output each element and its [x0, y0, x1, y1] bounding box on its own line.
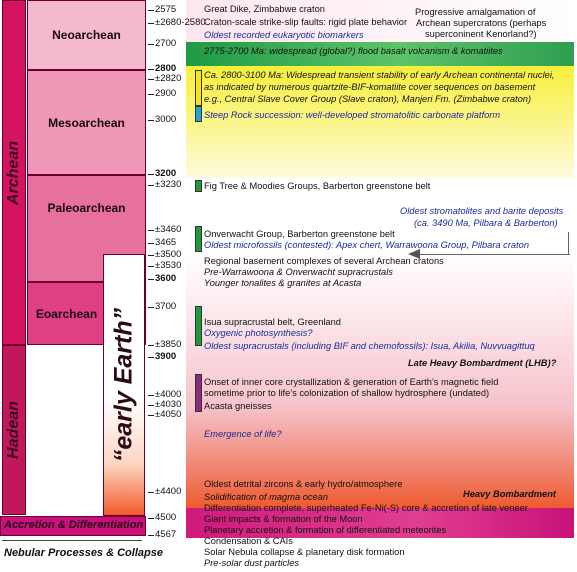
event-pre-solar: Pre-solar dust particles — [204, 558, 300, 568]
event-pre-warrawoona: Pre-Warrawoona & Onverwacht supracrustals — [204, 267, 393, 277]
early-earth-box — [103, 254, 145, 516]
age-label: 3600 — [155, 273, 177, 284]
archean-eon — [2, 0, 26, 345]
age-tick — [148, 174, 154, 175]
blue-bar — [195, 106, 202, 122]
age-tick — [148, 307, 154, 308]
event-acasta-gneisses: Acasta gneisses — [204, 401, 272, 411]
age-label: ±4000 — [155, 389, 182, 400]
age-label: 3700 — [155, 301, 177, 312]
event-supercratons-2: Archean supercratons (perhaps — [416, 18, 547, 28]
event-acasta-tonalites: Younger tonalites & granites at Acasta — [204, 278, 362, 288]
archean-label: Archean — [5, 140, 22, 205]
age-tick — [148, 255, 154, 256]
age-tick — [148, 120, 154, 121]
neoarchean-label: Neoarchean — [52, 28, 121, 42]
age-tick — [148, 44, 154, 45]
age-label: ±3230 — [155, 179, 182, 190]
event-condensation: Condensation & CAIs — [204, 536, 293, 546]
age-label: 3900 — [155, 351, 177, 362]
event-giant-impacts: Giant impacts & formation of the Moon — [204, 514, 363, 524]
mesoarchean-era — [27, 70, 146, 175]
event-stability-1: Ca. 2800-3100 Ma: Widespread transient stability of early Archean continental nuclei, — [204, 70, 555, 80]
age-tick — [148, 266, 154, 267]
age-tick — [148, 279, 154, 280]
event-steep-rock: Steep Rock succession: well-developed stromatolitic carbonate platform — [204, 110, 501, 120]
age-tick — [148, 395, 154, 396]
mesoarchean-label: Mesoarchean — [48, 115, 125, 130]
age-tick — [148, 243, 154, 244]
age-label: 2700 — [155, 38, 177, 49]
event-lhb: Late Heavy Bombardment (LHB)? — [408, 358, 557, 368]
stromatolite-arrow-corner — [568, 232, 569, 254]
event-stromatolites-2: (ca. 3490 Ma, Pilbara & Barberton) — [414, 218, 558, 228]
age-label: 2800 — [155, 63, 177, 74]
event-fig-tree: Fig Tree & Moodies Groups, Barberton greenstone belt — [204, 181, 431, 191]
accretion-label: Accretion & Differentiation — [4, 519, 144, 531]
event-zircons: Oldest detrital zircons & early hydro/atmosphere — [204, 479, 403, 489]
event-supercratons-1: Progressive amalgamation of — [415, 7, 536, 17]
green-bar-isua — [195, 306, 202, 346]
eoarchean-label: Eoarchean — [35, 306, 98, 321]
early-earth-label: “early Earth” — [109, 307, 138, 463]
event-biomarkers: Oldest recorded eukaryotic biomarkers — [204, 30, 364, 40]
event-strike-slip: Craton-scale strike-slip faults: rigid plate behavior — [204, 17, 408, 27]
event-great-dike: Great Dike, Zimbabwe craton — [204, 4, 325, 14]
event-stability-2: as indicated by numerous quartzite-BIF-komatiite cover sequences on basement — [204, 82, 536, 92]
hadean-eon — [2, 345, 26, 515]
age-label: ±3500 — [155, 249, 182, 260]
event-solar-nebula: Solar Nebula collapse & planetary disk formation — [204, 547, 405, 557]
age-label: 3465 — [155, 237, 177, 248]
event-magma-ocean: Solidification of magma ocean — [204, 492, 329, 502]
age-tick — [148, 10, 154, 11]
age-label: 2900 — [155, 88, 177, 99]
event-core-1: Onset of inner core crystallization & generation of Earth’s magnetic field — [204, 377, 499, 387]
age-label: 4567 — [155, 529, 177, 540]
event-stability-3: e.g., Central Slave Cover Group (Slave craton), Manjeri Fm. (Zimbabwe craton) — [204, 94, 532, 104]
event-supracrustals: Oldest supracrustals (including BIF and chemofossils): Isua, Akilia, Nuvvuagittuq — [204, 341, 535, 351]
purple-bar — [195, 374, 202, 412]
age-label: ±2680-2580 — [155, 17, 206, 28]
age-tick — [148, 69, 154, 70]
age-tick — [148, 23, 154, 24]
age-tick — [148, 415, 154, 416]
age-tick — [148, 230, 154, 231]
age-label: ±4400 — [155, 486, 182, 497]
age-tick — [148, 405, 154, 406]
age-label: ±2820 — [155, 73, 182, 84]
event-flood-basalt: 2775-2700 Ma: widespread (global?) flood basalt volcanism & komatiites — [204, 46, 503, 56]
event-heavy-bombardment: Heavy Bombardment — [463, 489, 556, 499]
age-tick — [148, 535, 154, 536]
event-emergence: Emergence of life? — [204, 429, 282, 439]
stromatolite-arrow-line — [420, 254, 570, 255]
event-stromatolites-1: Oldest stromatolites and barite deposits — [400, 206, 564, 216]
age-label: ±4050 — [155, 409, 182, 420]
event-onverwacht: Onverwacht Group, Barberton greenstone belt — [204, 229, 395, 239]
event-supercratons-3: superconinent Kenorland?) — [425, 29, 537, 39]
age-label: 2575 — [155, 4, 177, 15]
event-isua: Isua supracrustal belt, Greenland — [204, 317, 341, 327]
age-tick — [148, 79, 154, 80]
age-tick — [148, 357, 154, 358]
green-bar-onverwacht — [195, 226, 202, 252]
hadean-label: Hadean — [5, 401, 22, 459]
age-label: ±3530 — [155, 260, 182, 271]
green-bar-fig-tree — [195, 180, 202, 192]
event-photosynthesis: Oxygenic photosynthesis? — [204, 328, 313, 338]
age-label: 4500 — [155, 512, 177, 523]
yellow-bar — [195, 70, 202, 106]
age-tick — [148, 94, 154, 95]
nebular-label: Nebular Processes & Collapse — [4, 547, 163, 559]
nebular-arrow-line — [2, 540, 142, 541]
age-label: ±3460 — [155, 224, 182, 235]
age-label: ±4030 — [155, 399, 182, 410]
event-microfossils: Oldest microfossils (contested): Apex chert, Warrawoona Group, Pilbara craton — [204, 240, 530, 250]
age-label: ±3850 — [155, 339, 182, 350]
age-label: 3200 — [155, 168, 177, 179]
paleoarchean-label: Paleoarchean — [47, 200, 126, 215]
age-tick — [148, 345, 154, 346]
age-tick — [148, 518, 154, 519]
neoarchean-era — [27, 0, 146, 70]
age-label: 3000 — [155, 114, 177, 125]
age-tick — [148, 185, 154, 186]
event-basement: Regional basement complexes of several Archean cratons — [204, 256, 444, 266]
age-tick — [148, 492, 154, 493]
event-core-2: sometime prior to life’s colonization of shallow hydrosphere (undated) — [204, 388, 490, 398]
event-planetary-accretion: Planetary accretion & formation of differentiated meteorites — [204, 525, 447, 535]
event-differentiation: Differentiation complete, superheated Fe-Ni(-S) core & accretion of late veneer — [204, 503, 528, 513]
